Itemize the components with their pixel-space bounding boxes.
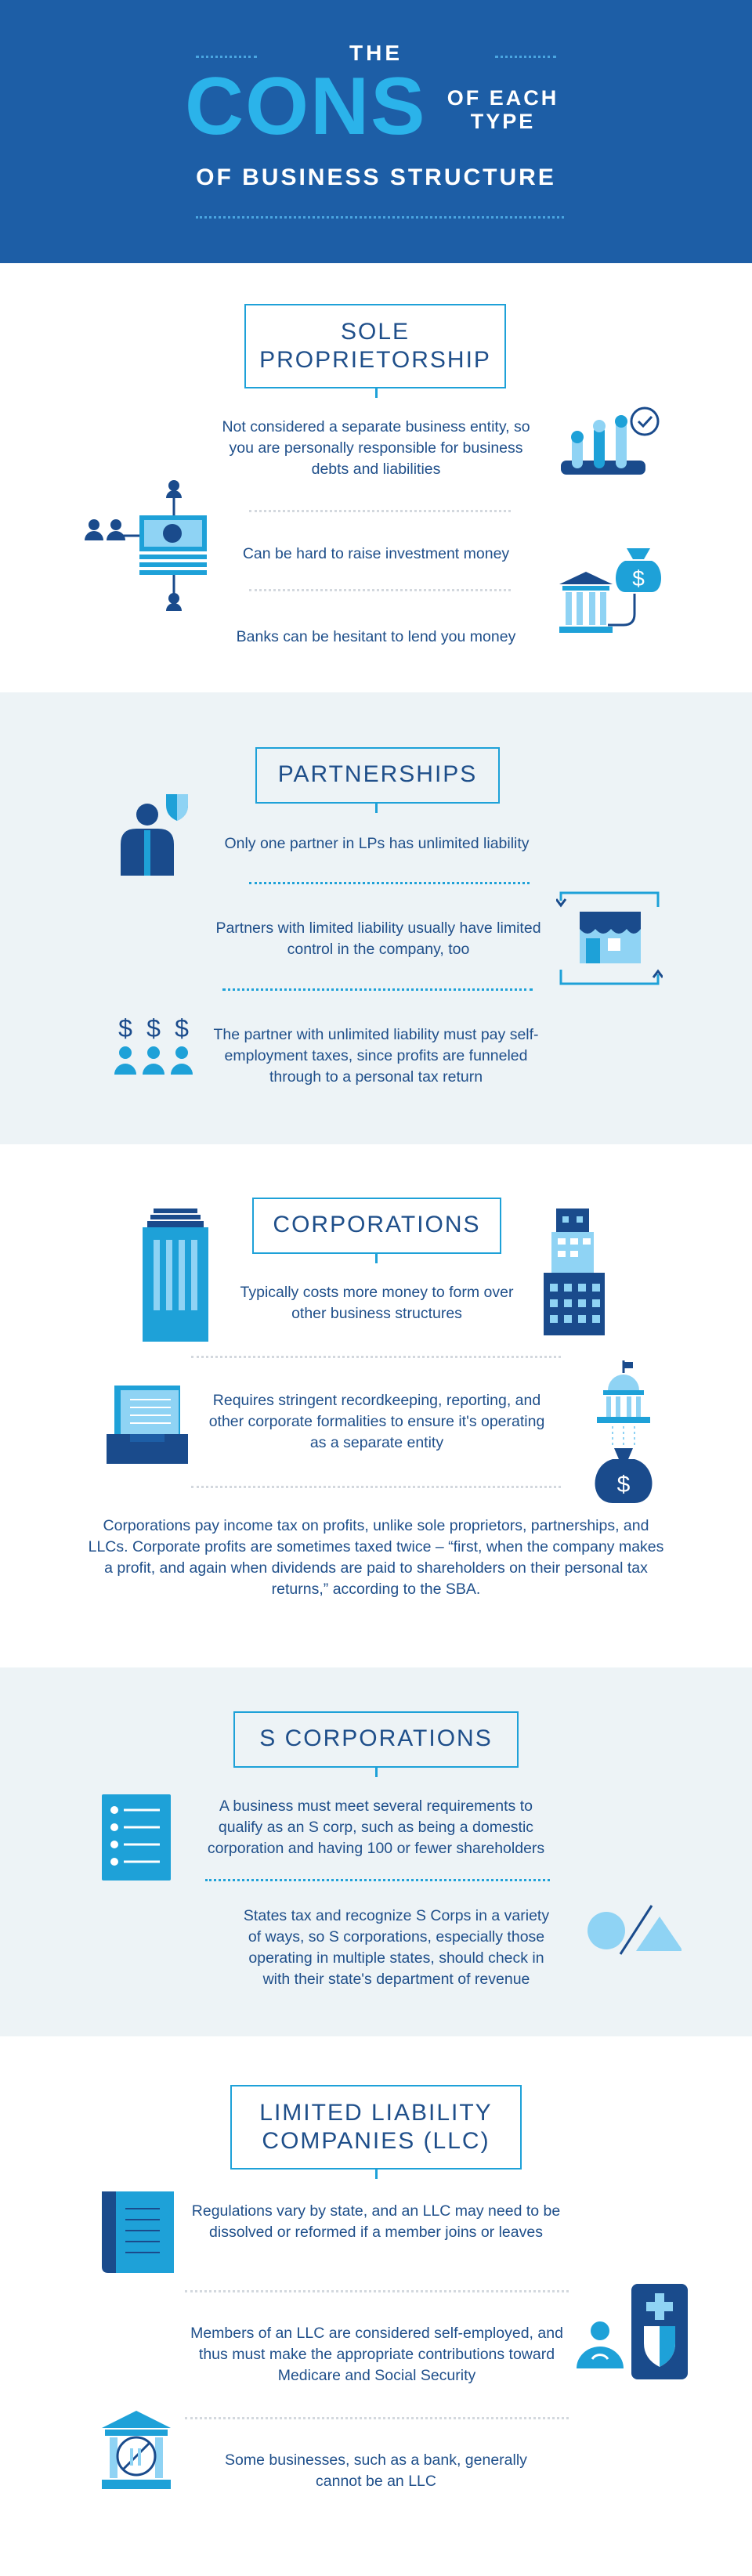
divider [205,1879,550,1881]
person-shield-icon [114,794,201,879]
con-item: Some businesses, such as a bank, generally cannot be an LLC [225,2451,527,2490]
hero-the: THE [349,41,403,65]
dollar-people-icon [111,1012,197,1079]
hero-business-structure: OF BUSINESS STRUCTURE [196,164,556,190]
checklist-icon [100,1793,175,1882]
divider [191,1486,561,1488]
hero-dots-bottom [196,216,564,219]
medical-shield-person-icon [575,2282,689,2383]
con-item: Partners with limited liability usually have limited control in the company, too [215,919,541,958]
shapes-icon [584,1902,682,1957]
con-item: Can be hard to raise investment money [242,545,510,562]
document-scroll-icon [102,2188,177,2276]
hero-of-each-type: OF EACH TYPE [446,86,559,133]
con-item: A business must meet several requirements to qualify as an S corp, such as being a domestic corporation and having 100 or fewer shareholders [207,1797,545,1857]
title-stem [375,388,378,398]
title-stem [375,1768,378,1777]
divider [191,1356,561,1358]
section-title: PARTNERSHIPS [255,747,500,804]
hero-banner [0,0,752,263]
con-item: States tax and recognize S Corps in a variety of ways, so S corporations, especially those operating in multiple states, should check in with their state's department of revenue [243,1907,550,1988]
section-s-corporations [0,1667,752,2036]
section-llc [0,2036,752,2576]
con-item: Requires stringent recordkeeping, reporting, and other corporate formalities to ensure it's operating as a separate entity [208,1392,545,1451]
divider [249,882,530,884]
office-building-icon [544,1209,606,1335]
file-tray-icon [103,1384,191,1465]
title-stem [375,1254,378,1263]
section-title: S CORPORATIONS [233,1711,519,1768]
title-stem [375,804,378,813]
skyscraper-icon [143,1209,213,1342]
section-title: LIMITED LIABILITY COMPANIES (LLC) [230,2085,522,2170]
section-partnerships [0,692,752,1144]
section-title: SOLE PROPRIETORSHIP [244,304,506,388]
divider [185,2290,569,2292]
con-item: Only one partner in LPs has unlimited liability [224,835,530,852]
con-item: Regulations vary by state, and an LLC may need to be dissolved or reformed if a member joins or leaves [191,2202,561,2241]
svg-text:$: $ [146,1014,161,1042]
divider [249,510,511,512]
money-bag-bank-icon [548,540,674,658]
svg-text:$: $ [175,1014,189,1042]
con-item: The partner with unlimited liability must pay self-employment taxes, since profits are funneled through to a personal tax return [213,1026,539,1086]
divider [249,589,511,591]
storefront-icon [556,888,663,985]
con-item: Banks can be hesitant to lend you money [236,628,516,645]
money-symbol: $ [616,1472,631,1498]
hero-cons: CONS [185,61,427,152]
no-bank-icon [99,2408,174,2492]
org-people-icon [78,476,212,617]
section-title: CORPORATIONS [252,1198,501,1254]
con-item: Not considered a separate business entity, so you are personally responsible for business debts and liabilities [222,418,530,478]
con-item: Typically costs more money to form over other business structures [240,1284,514,1322]
bar-chart-icon [555,404,664,482]
divider [222,988,533,991]
svg-text:$: $ [118,1014,132,1042]
svg-text:$: $ [632,566,645,591]
divider [185,2417,569,2419]
section-corporations [0,1144,752,1667]
title-stem [375,2170,378,2179]
capitol-money-icon [586,1360,661,1506]
con-item: Members of an LLC are considered self-employed, and thus must make the appropriate contributions toward Medicare and Social Security [190,2325,563,2384]
con-item: Corporations pay income tax on profits, unlike sole proprietors, partnerships, and LLCs. Corporate profits are sometimes taxed twice – “first, when the company makes a profit, and again when dividends are paid to shareholders on their personal tax returns,” according to the SBA. [88,1517,664,1598]
section-sole-proprietorship [0,263,752,692]
